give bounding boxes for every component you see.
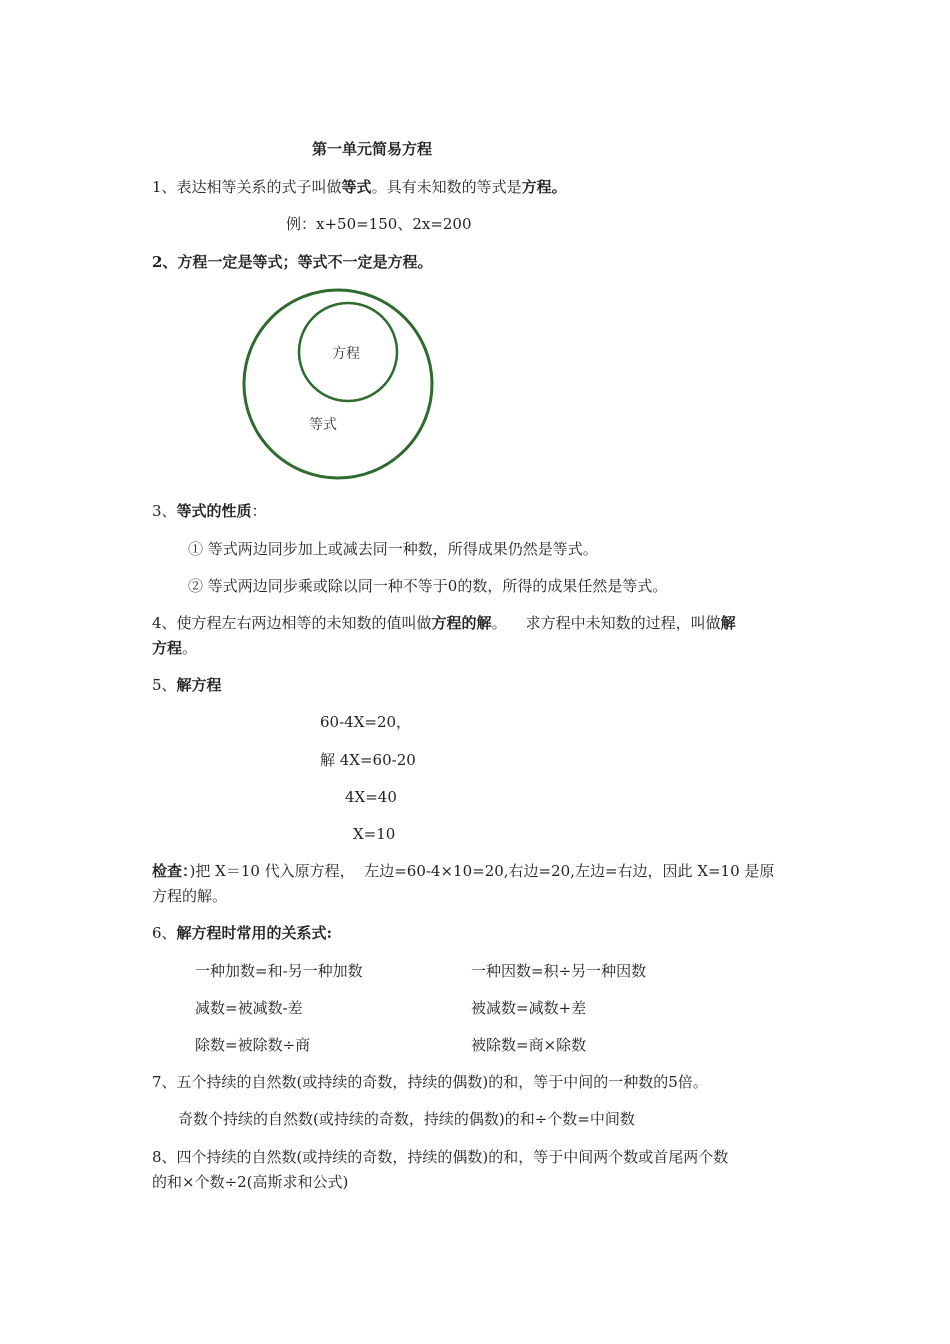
section-3-heading bbox=[152, 501, 267, 521]
solve-step-3: 4X=40 bbox=[345, 788, 397, 806]
relation-right-3: 被除数=商×除数 bbox=[471, 1036, 587, 1054]
property-item-2: ② 等式两边同步乘或除以同一种不等于0的数，所得的成果任然是等式。 bbox=[188, 577, 668, 595]
term-solution: 方程的解 bbox=[431, 614, 492, 632]
section-7-sub: 奇数个持续的自然数(或持续的奇数，持续的偶数)的和÷个数=中间数 bbox=[178, 1110, 635, 1128]
equality-label: 等式 bbox=[309, 416, 337, 432]
property-item-1: ① 等式两边同步加上或减去同一种数，所得成果仍然是等式。 bbox=[188, 540, 598, 558]
section-3-colon: ： bbox=[251, 502, 267, 520]
solve-step-2: 解 4X=60-20 bbox=[320, 751, 416, 769]
relation-left-2: 减数=被减数-差 bbox=[195, 999, 303, 1017]
section-6-title: 解方程时常用的关系式: bbox=[176, 924, 333, 942]
equality-outer-circle bbox=[244, 290, 432, 478]
section-4-text-a: 4、使方程左右两边相等的未知数的值叫做 bbox=[152, 614, 432, 632]
check-label: 检查： bbox=[152, 862, 190, 880]
equation-label: 方程 bbox=[332, 345, 360, 361]
term-solve: 解 bbox=[720, 614, 736, 632]
section-7: 7、五个持续的自然数(或持续的奇数，持续的偶数)的和，等于中间的一种数的5倍。 bbox=[152, 1073, 708, 1091]
section-8-line-1: 8、四个持续的自然数(或持续的奇数，持续的偶数)的和，等于中间两个数或首尾两个数 bbox=[152, 1148, 729, 1166]
term-solve-equation: 方程 bbox=[152, 639, 183, 657]
check-line-1 bbox=[152, 861, 774, 881]
check-line-2: 方程的解。 bbox=[152, 887, 228, 905]
section-1 bbox=[152, 177, 567, 197]
section-5-number: 5、 bbox=[152, 676, 177, 694]
term-equation: 方程。 bbox=[521, 178, 567, 196]
relation-left-3: 除数=被除数÷商 bbox=[195, 1036, 311, 1054]
section-2: 2、方程一定是等式；等式不一定是方程。 bbox=[152, 253, 433, 271]
solve-step-4: X=10 bbox=[353, 825, 396, 843]
solve-step-1: 60-4X=20， bbox=[320, 713, 412, 731]
section-5-heading bbox=[152, 675, 222, 695]
relation-right-2: 被减数=减数+差 bbox=[471, 999, 587, 1017]
venn-diagram bbox=[238, 287, 513, 487]
section-6-heading bbox=[152, 923, 332, 943]
section-4-line-1 bbox=[152, 613, 736, 633]
section-4-text-f: 。 bbox=[182, 639, 198, 657]
section-6-number: 6、 bbox=[152, 924, 177, 942]
section-1-text-a: 1、表达相等关系的式子叫做 bbox=[152, 178, 342, 196]
relation-right-1: 一种因数=积÷另一种因数 bbox=[471, 962, 647, 980]
section-3-number: 3、 bbox=[152, 502, 177, 520]
section-8-line-2: 的和×个数÷2(高斯求和公式) bbox=[152, 1173, 349, 1191]
section-1-example: 例：x+50=150、2x=200 bbox=[286, 215, 472, 233]
term-equation-equality: 等式 bbox=[341, 178, 372, 196]
section-5-title: 解方程 bbox=[176, 676, 222, 694]
relation-left-1: 一种加数=和-另一种加数 bbox=[195, 962, 363, 980]
section-3-title: 等式的性质 bbox=[176, 502, 252, 520]
section-1-text-c: 。具有未知数的等式是 bbox=[371, 178, 522, 196]
section-4-text-c: 。 求方程中未知数的过程，叫做 bbox=[491, 614, 721, 632]
section-4-line-2 bbox=[152, 638, 197, 658]
page-title: 第一单元简易方程 bbox=[312, 140, 433, 158]
check-text: )把 X＝10 代入原方程， 左边=60-4×10=20,右边=20,左边=右边，因此 X=10 是原 bbox=[189, 862, 775, 880]
